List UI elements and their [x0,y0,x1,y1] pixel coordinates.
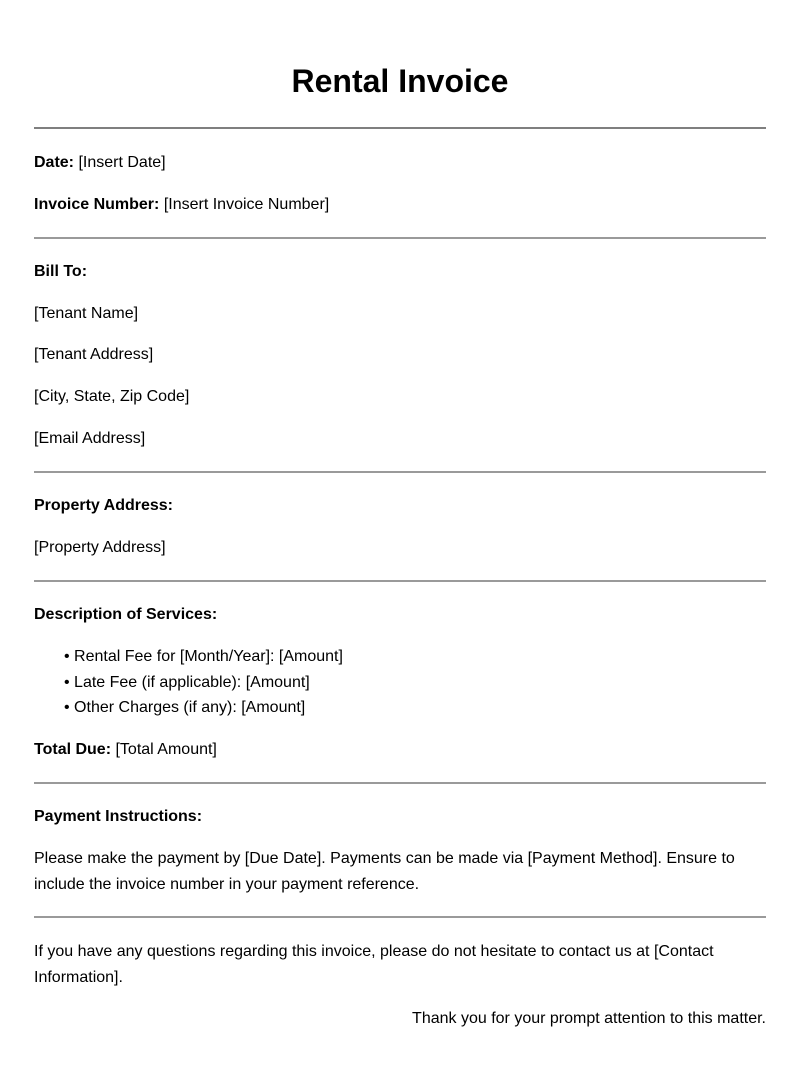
document-title: Rental Invoice [291,63,509,99]
tenant-address: [Tenant Address] [34,346,154,363]
invoice-number-row [34,195,329,215]
payment-heading [34,807,202,827]
property-address: [Property Address] [34,539,166,556]
payment-instructions-text: Please make the payment by [Due Date]. Payments can be made via [Payment Method]. Ensure to include the invoice number in your payment reference. [34,850,735,893]
divider [34,127,766,129]
total-due-label: Total Due: [34,741,112,758]
services-heading-text: Description of Services: [34,606,218,623]
property-heading [34,496,173,516]
date-label: Date: [34,154,75,171]
invoice-number-value: [Insert Invoice Number] [163,196,330,213]
contact-text: If you have any questions regarding this invoice, please do not hesitate to contact us at [Contact Information]. [34,943,714,986]
tenant-email: [Email Address] [34,430,146,447]
date-value: [Insert Date] [78,154,166,171]
total-due-row [34,740,217,760]
date-row [34,153,166,173]
list-item: • Other Charges (if any): [Amount] [64,699,306,716]
services-heading [34,605,217,625]
total-due-value: [Total Amount] [115,741,217,758]
divider [34,580,766,582]
list-item: • Rental Fee for [Month/Year]: [Amount] [64,648,343,665]
divider [34,916,766,918]
payment-heading-text: Payment Instructions: [34,808,203,825]
divider [34,237,766,239]
thank-you-note: Thank you for your prompt attention to this matter. [412,1010,766,1027]
bill-to-heading [34,262,87,282]
bill-to-heading-text: Bill To: [34,263,88,280]
list-item: • Late Fee (if applicable): [Amount] [64,674,310,691]
divider [34,782,766,784]
tenant-name: [Tenant Name] [34,305,139,322]
divider [34,471,766,473]
property-heading-text: Property Address: [34,497,173,514]
invoice-number-label: Invoice Number: [34,196,160,213]
tenant-city: [City, State, Zip Code] [34,388,190,405]
